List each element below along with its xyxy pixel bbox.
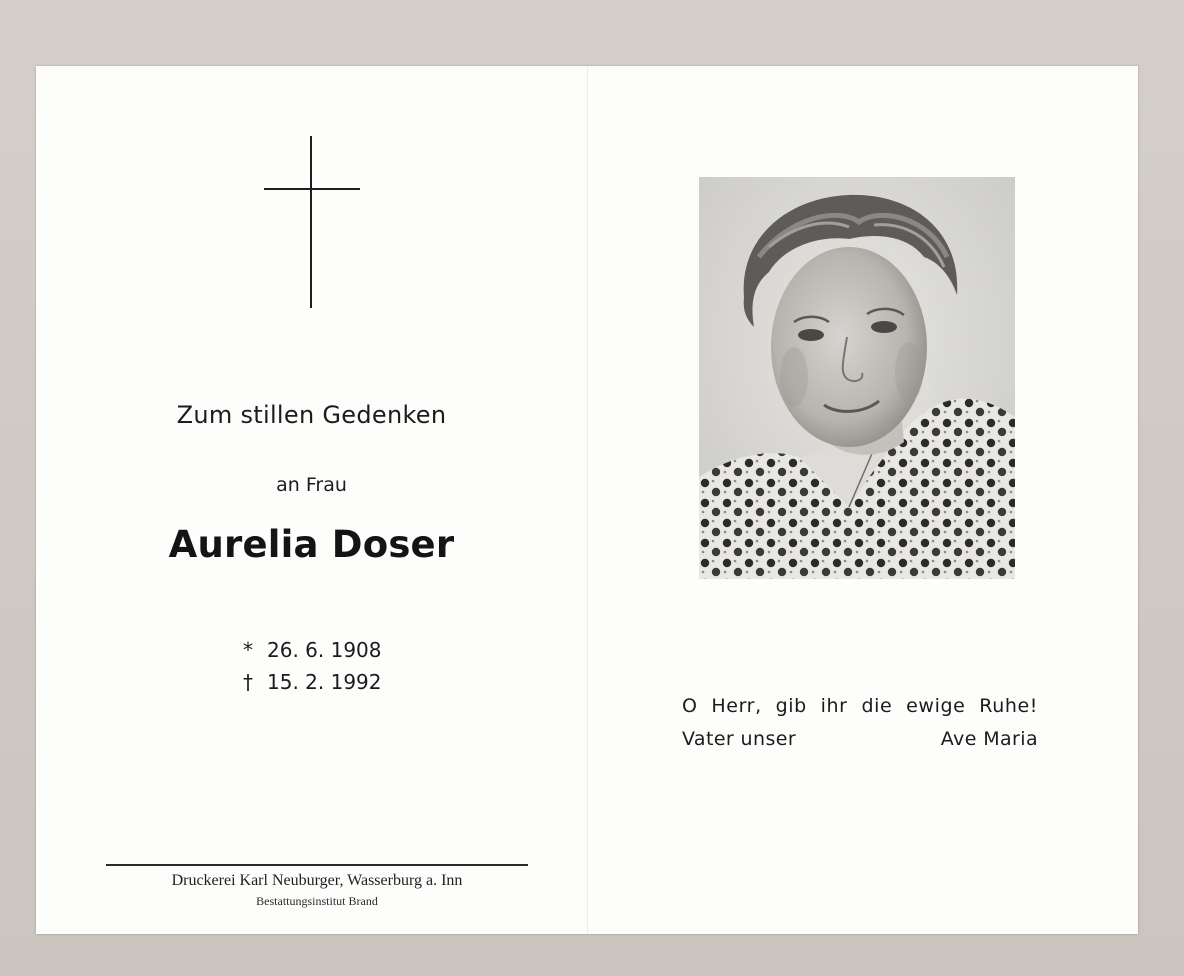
life-dates xyxy=(243,634,382,698)
death-dagger-icon: † xyxy=(243,670,253,694)
birth-date: 26. 6. 1908 xyxy=(267,638,382,662)
memorial-card xyxy=(36,66,1138,934)
portrait-photo-icon xyxy=(699,177,1015,579)
prayer-titles xyxy=(682,723,1038,756)
deceased-name: Aurelia Doser xyxy=(168,523,455,566)
footer-divider xyxy=(106,864,528,866)
funeral-home-credit: Bestattungsinstitut Brand xyxy=(256,894,378,908)
memorial-heading: Zum stillen Gedenken xyxy=(176,401,447,429)
prayer-line: O Herr, gib ihr die ewige Ruhe! xyxy=(682,695,1038,717)
prayer-vater-unser: Vater unser xyxy=(682,728,797,750)
prayer-text xyxy=(682,690,1038,756)
birth-date-row xyxy=(243,634,382,666)
death-date-row xyxy=(243,666,382,698)
card-fold-line xyxy=(587,66,588,934)
cross-icon xyxy=(264,136,360,308)
death-date: 15. 2. 1992 xyxy=(267,670,382,694)
salutation: an Frau xyxy=(276,474,347,496)
prayer-ave-maria: Ave Maria xyxy=(940,728,1038,750)
birth-star-icon: * xyxy=(243,638,253,662)
printer-credit: Druckerei Karl Neuburger, Wasserburg a. Inn xyxy=(171,872,463,889)
